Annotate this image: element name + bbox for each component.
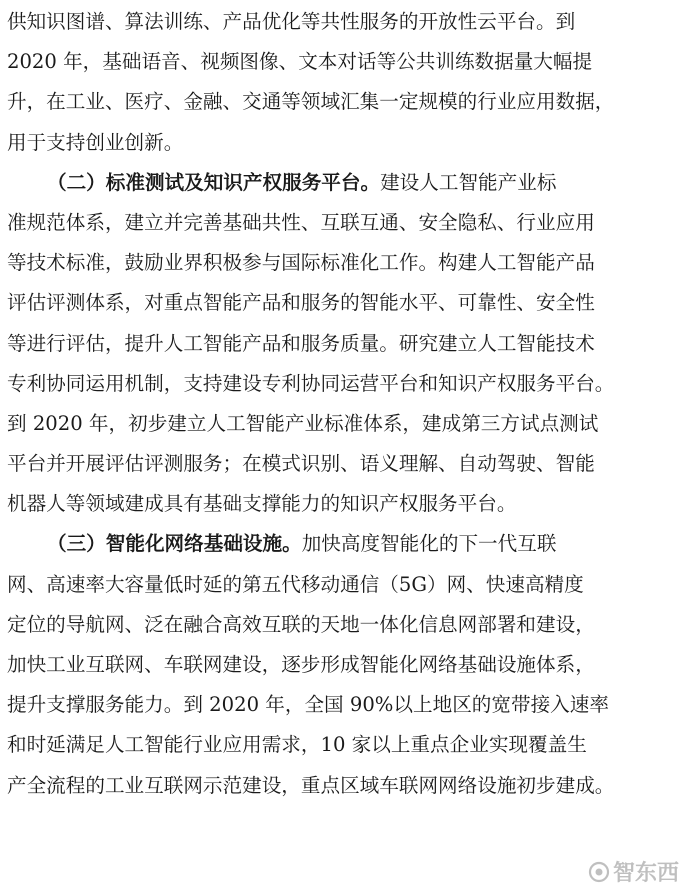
line-text: 升，在工业、医疗、金融、交通等领域汇集一定规模的行业应用数据， <box>7 90 615 114</box>
text-line <box>7 283 671 323</box>
text-line <box>7 645 671 685</box>
text-line <box>7 42 671 82</box>
line-text: 和时延满足人工智能行业应用需求，10 家以上重点企业实现覆盖生 <box>7 733 587 757</box>
text-line <box>7 364 671 404</box>
section-heading: （二）标准测试及知识产权服务平台。 <box>47 170 381 194</box>
text-line <box>7 203 671 243</box>
line-text: 等技术标准，鼓励业界积极参与国际标准化工作。构建人工智能产品 <box>7 251 595 275</box>
text-line <box>7 725 671 765</box>
line-text: 准规范体系，建立并完善基础共性、互联互通、安全隐私、行业应用 <box>7 210 595 234</box>
line-text: 网、高速率大容量低时延的第五代移动通信（5G）网、快速高精度 <box>7 572 584 596</box>
text-line <box>7 685 671 725</box>
text-line <box>7 605 671 645</box>
text-line <box>7 82 671 122</box>
text-line <box>7 324 671 364</box>
text-line <box>7 123 671 163</box>
text-line <box>7 243 671 283</box>
line-text: 产全流程的工业互联网示范建设，重点区域车联网网络设施初步建成。 <box>7 773 615 797</box>
text-line <box>7 565 671 605</box>
document-body <box>7 2 671 806</box>
line-text: 用于支持创业创新。 <box>7 130 184 154</box>
line-text: 定位的导航网、泛在融合高效互联的天地一体化信息网部署和建设， <box>7 612 595 636</box>
text-line <box>7 2 671 42</box>
line-text: 专利协同运用机制，支持建设专利协同运营平台和知识产权服务平台。 <box>7 371 615 395</box>
line-text: 评估评测体系，对重点智能产品和服务的智能水平、可靠性、安全性 <box>7 291 595 315</box>
text-line <box>7 163 671 203</box>
line-text: 加快高度智能化的下一代互联 <box>301 532 557 556</box>
line-text: 加快工业互联网、车联网建设，逐步形成智能化网络基础设施体系， <box>7 653 595 676</box>
line-text: 等进行评估，提升人工智能产品和服务质量。研究建立人工智能技术 <box>7 331 595 355</box>
line-text: 到 2020 年，初步建立人工智能产业标准体系，建成第三方试点测试 <box>7 411 599 435</box>
text-line <box>7 404 671 444</box>
text-line <box>7 484 671 524</box>
text-line <box>7 524 671 564</box>
text-line <box>7 444 671 484</box>
line-text: 提升支撑服务能力。到 2020 年，全国 90%以上地区的宽带接入速率 <box>7 693 609 717</box>
watermark <box>588 856 679 887</box>
line-text: 2020 年，基础语音、视频图像、文本对话等公共训练数据量大幅提 <box>7 50 593 74</box>
line-text: 机器人等领域建成具有基础支撑能力的知识产权服务平台。 <box>7 492 517 516</box>
line-text: 建设人工智能产业标 <box>380 170 557 194</box>
brand-logo-icon <box>588 861 610 883</box>
line-text: 供知识图谱、算法训练、产品优化等共性服务的开放性云平台。到 <box>7 10 576 33</box>
line-text: 平台并开展评估评测服务；在模式识别、语义理解、自动驾驶、智能 <box>7 452 595 476</box>
text-line <box>7 766 671 806</box>
watermark-text: 智东西 <box>612 861 679 886</box>
section-heading: （三）智能化网络基础设施。 <box>47 532 302 556</box>
